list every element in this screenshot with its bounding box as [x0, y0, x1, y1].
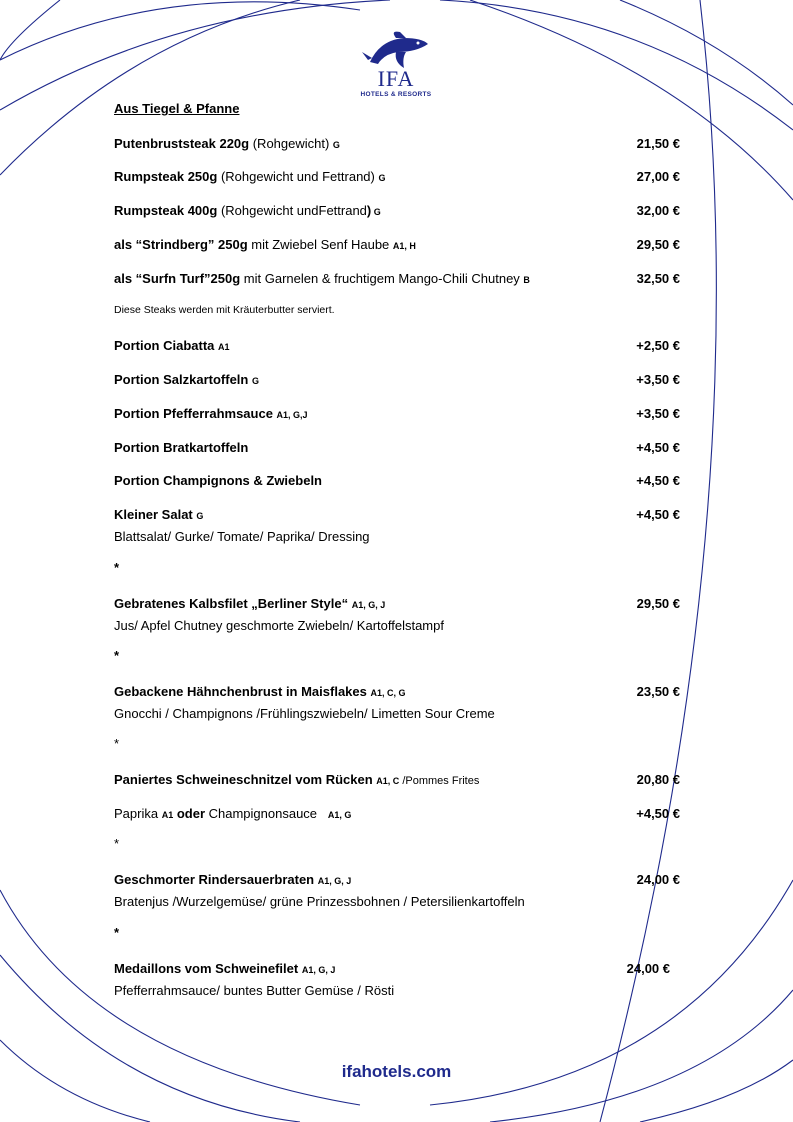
side-price: +3,50 €	[636, 406, 680, 421]
item-allergens: A1, H	[392, 241, 416, 251]
side-price: +4,50 €	[636, 440, 680, 455]
side-name: Portion Bratkartoffeln	[114, 440, 249, 455]
item-desc: (Rohgewicht)	[249, 136, 333, 151]
sauce-item	[114, 806, 680, 823]
main-price: 24,00 €	[636, 872, 680, 887]
schnitzel-allergens: A1, C	[376, 776, 400, 786]
main-name: Gebratenes Kalbsfilet „Berliner Style“	[114, 596, 352, 611]
item-allergens: G	[371, 207, 381, 217]
main-allergens: A1, C, G	[370, 688, 406, 698]
item-allergens: G	[378, 173, 386, 183]
side-name: Portion Pfefferrahmsauce	[114, 406, 277, 421]
item-desc: (Rohgewicht und Fettrand)	[217, 169, 379, 184]
item-name: Putenbruststeak 220g	[114, 136, 250, 151]
item-price: 32,00 €	[636, 203, 680, 218]
item-allergens: G	[332, 140, 340, 150]
main-price: 29,50 €	[636, 596, 680, 611]
main-price: 23,50 €	[636, 684, 680, 699]
main-description: Bratenjus /Wurzelgemüse/ grüne Prinzessbohnen / Petersilienkartoffeln	[114, 894, 525, 909]
item-name-suffix: )	[366, 203, 372, 218]
item-desc: mit Garnelen & fruchtigem Mango-Chili Chutney	[240, 271, 524, 286]
separator-star: *	[114, 925, 120, 940]
item-name: als “Surfn Turf”250g	[114, 271, 241, 286]
main-description: Gnocchi / Champignons /Frühlingszwiebeln/ Limetten Sour Creme	[114, 706, 495, 721]
side-name: Portion Champignons & Zwiebeln	[114, 473, 322, 488]
item-name: Rumpsteak 400g	[114, 203, 218, 218]
separator-star: *	[114, 648, 120, 663]
side-price: +3,50 €	[636, 372, 680, 387]
sauce-allergens-1: A1	[161, 810, 174, 820]
side-allergens: A1, G,J	[276, 410, 308, 420]
main-item	[114, 684, 680, 722]
main-price: 24,00 €	[626, 961, 670, 976]
main-allergens: A1, G, J	[301, 965, 336, 975]
sauce-allergens-2: A1, G	[327, 810, 352, 820]
sauce-option-2: Champignonsauce	[205, 806, 328, 821]
sauce-or: oder	[173, 806, 206, 821]
section-heading: Aus Tiegel & Pfanne	[114, 101, 240, 116]
side-item	[114, 473, 680, 490]
main-description: Jus/ Apfel Chutney geschmorte Zwiebeln/ Kartoffelstampf	[114, 618, 444, 633]
menu-item	[114, 136, 680, 153]
item-price: 21,50 €	[636, 136, 680, 151]
item-price: 29,50 €	[636, 237, 680, 252]
menu-item	[114, 203, 680, 220]
schnitzel-extra: /Pommes Frites	[399, 775, 480, 787]
item-desc: (Rohgewicht undFettrand	[217, 203, 367, 218]
item-name: Rumpsteak 250g	[114, 169, 218, 184]
item-desc: mit Zwiebel Senf Haube	[247, 237, 393, 252]
side-allergens: G	[251, 376, 259, 386]
side-item	[114, 372, 680, 389]
separator-star: *	[114, 836, 120, 851]
item-price: 27,00 €	[636, 169, 680, 184]
separator-star: *	[114, 560, 120, 575]
schnitzel-name: Paniertes Schweineschnitzel vom Rücken	[114, 772, 377, 787]
side-allergens: A1	[218, 342, 230, 352]
menu-item	[114, 237, 680, 254]
curve-top-right-1	[440, 0, 793, 130]
schnitzel-price: 20,80 €	[636, 772, 680, 787]
side-item	[114, 338, 680, 355]
salad-price: +4,50 €	[636, 507, 680, 522]
salad-allergens: G	[196, 511, 204, 521]
sauce-price: +4,50 €	[636, 806, 680, 821]
main-item	[114, 872, 680, 910]
salad-item	[114, 507, 680, 545]
salad-description: Blattsalat/ Gurke/ Tomate/ Paprika/ Dressing	[114, 529, 370, 544]
steak-note: Diese Steaks werden mit Kräuterbutter serviert.	[114, 304, 335, 316]
salad-name: Kleiner Salat	[114, 507, 197, 522]
main-name: Geschmorter Rindersauerbraten	[114, 872, 318, 887]
side-price: +4,50 €	[636, 473, 680, 488]
separator-star: *	[114, 736, 120, 751]
main-allergens: A1, G, J	[351, 600, 386, 610]
side-price: +2,50 €	[636, 338, 680, 353]
curve-top-right-2	[620, 0, 793, 105]
main-description: Pfefferrahmsauce/ buntes Butter Gemüse / Rösti	[114, 983, 395, 998]
side-item	[114, 440, 680, 457]
menu-item	[114, 271, 680, 288]
side-item	[114, 406, 680, 423]
curve-top-left-2	[0, 0, 390, 110]
curve-top-left-4	[0, 0, 60, 60]
schnitzel-item	[114, 772, 680, 789]
side-name: Portion Ciabatta	[114, 338, 219, 353]
logo-brand-name: IFA	[377, 66, 415, 91]
main-item	[114, 596, 680, 634]
curve-bottom-right-2	[490, 990, 793, 1122]
ifa-logo	[356, 28, 436, 100]
main-name: Medaillons vom Schweinefilet	[114, 961, 302, 976]
curve-top-left-1	[0, 2, 360, 60]
main-allergens: A1, G, J	[317, 876, 352, 886]
main-name: Gebackene Hähnchenbrust in Maisflakes	[114, 684, 371, 699]
sauce-option-1: Paprika	[114, 806, 162, 821]
item-allergens: B	[523, 275, 530, 285]
menu-item	[114, 169, 680, 186]
website-link[interactable]: ifahotels.com	[341, 1062, 452, 1081]
item-price: 32,50 €	[636, 271, 680, 286]
logo-tagline: HOTELS & RESORTS	[360, 91, 432, 98]
item-name: als “Strindberg” 250g	[114, 237, 248, 252]
side-name: Portion Salzkartoffeln	[114, 372, 252, 387]
main-item	[114, 961, 670, 999]
